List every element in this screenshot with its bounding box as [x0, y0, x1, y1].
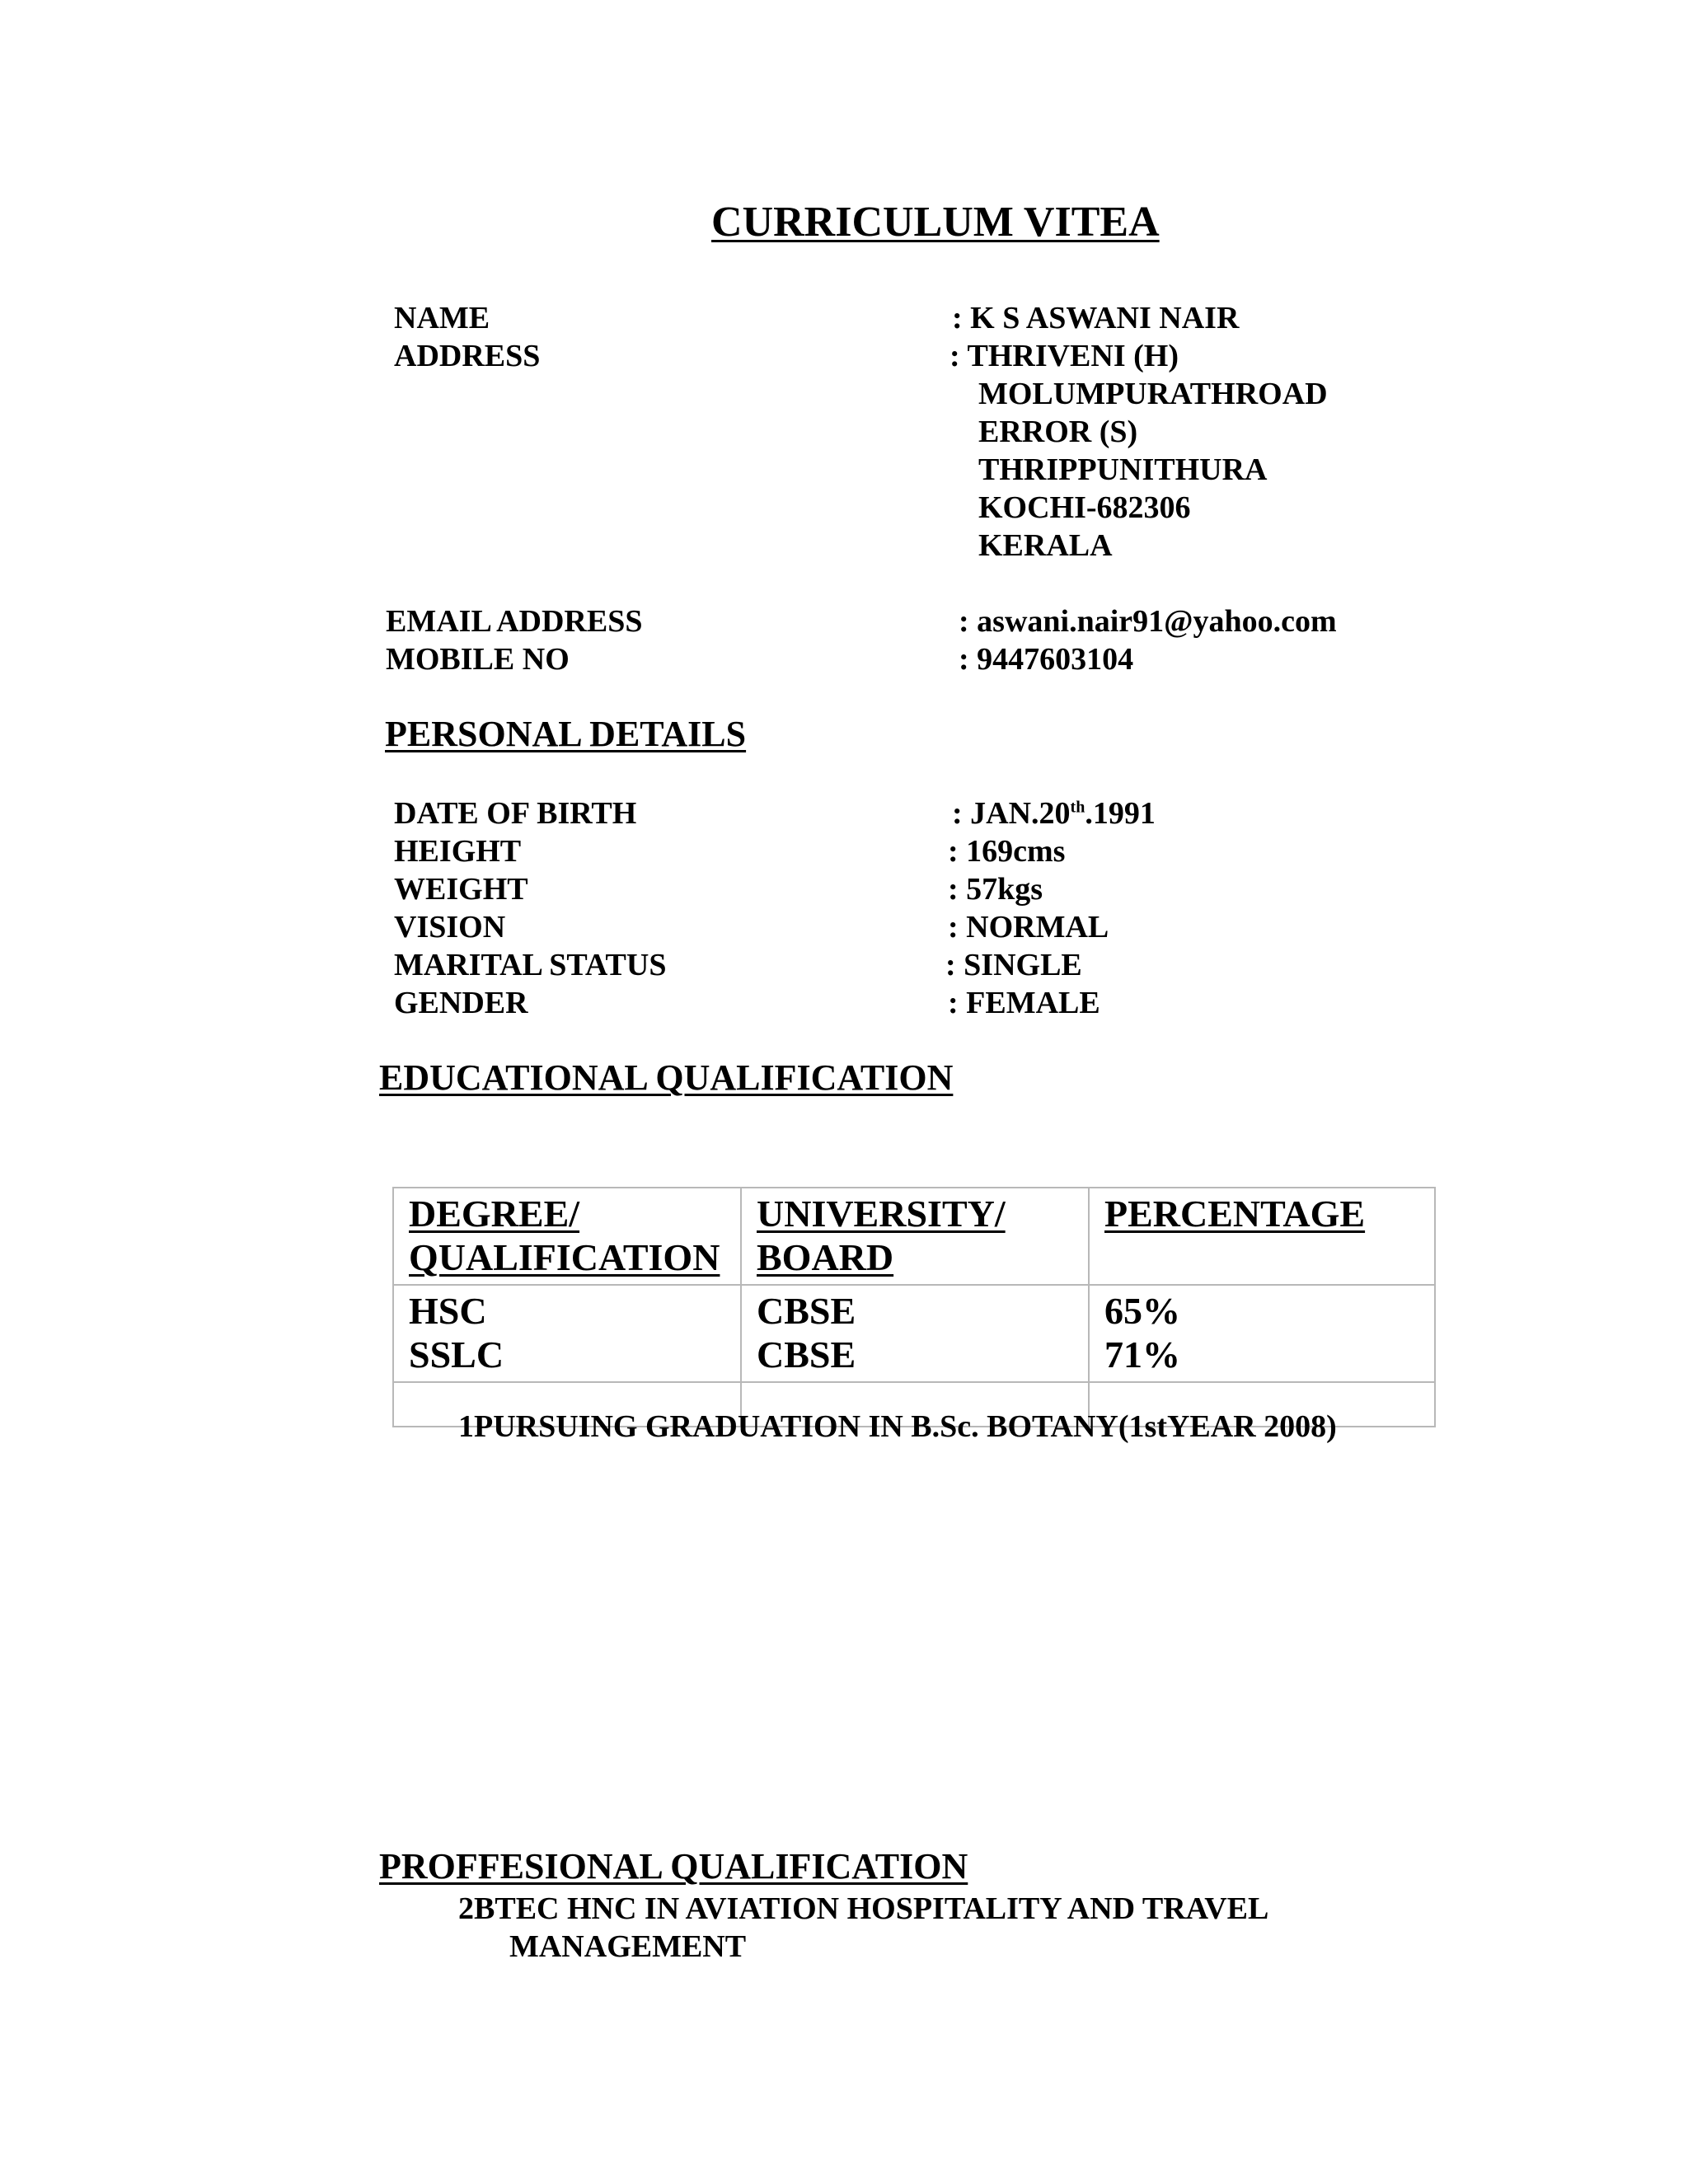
name-value: : K S ASWANI NAIR — [952, 301, 1240, 335]
address-line: THRIPPUNITHURA — [978, 452, 1268, 487]
graduation-note: 1PURSUING GRADUATION IN B.Sc. BOTANY(1stYEAR 2008) — [458, 1409, 1337, 1444]
education-table — [392, 1187, 1436, 1427]
email-label: EMAIL ADDRESS — [386, 604, 643, 639]
vision-value: : NORMAL — [948, 910, 1109, 944]
professional-line: 2BTEC HNC IN AVIATION HOSPITALITY AND TRAVEL — [458, 1891, 1269, 1926]
dob-value: : JAN.20th.1991 — [952, 796, 1156, 831]
height-label: HEIGHT — [394, 834, 522, 869]
professional-line: MANAGEMENT — [509, 1929, 747, 1964]
email-value: : aswani.nair91@yahoo.com — [959, 604, 1337, 639]
address-line: : THRIVENI (H) — [950, 339, 1179, 373]
marital-status-value: : SINGLE — [945, 948, 1082, 982]
board-cell: CBSE CBSE — [741, 1285, 1089, 1382]
address-line: KOCHI-682306 — [978, 490, 1191, 525]
professional-heading: PROFFESIONAL QUALIFICATION — [379, 1846, 968, 1886]
address-line: ERROR (S) — [978, 415, 1138, 449]
address-line: KERALA — [978, 528, 1113, 563]
dob-label: DATE OF BIRTH — [394, 796, 637, 831]
percentage-header: PERCENTAGE — [1089, 1188, 1435, 1285]
document-title: CURRICULUM VITEA — [711, 199, 1160, 246]
gender-value: : FEMALE — [948, 986, 1100, 1020]
weight-label: WEIGHT — [394, 872, 528, 907]
weight-value: : 57kgs — [948, 872, 1043, 907]
gender-label: GENDER — [394, 986, 528, 1020]
height-value: : 169cms — [948, 834, 1066, 869]
marital-status-label: MARITAL STATUS — [394, 948, 667, 982]
university-header: UNIVERSITY/ BOARD — [741, 1188, 1089, 1285]
mobile-value: : 9447603104 — [959, 642, 1134, 677]
vision-label: VISION — [394, 910, 506, 944]
name-label: NAME — [394, 301, 490, 335]
personal-details-heading: PERSONAL DETAILS — [385, 714, 747, 754]
degree-header: DEGREE/ QUALIFICATION — [393, 1188, 741, 1285]
table-header-row — [393, 1188, 1435, 1285]
address-line: MOLUMPURATHROAD — [978, 377, 1328, 411]
degree-cell: HSC SSLC — [393, 1285, 741, 1382]
percentage-cell: 65% 71% — [1089, 1285, 1435, 1382]
education-heading: EDUCATIONAL QUALIFICATION — [379, 1057, 954, 1098]
mobile-label: MOBILE NO — [386, 642, 570, 677]
table-row — [393, 1285, 1435, 1382]
address-label: ADDRESS — [394, 339, 541, 373]
